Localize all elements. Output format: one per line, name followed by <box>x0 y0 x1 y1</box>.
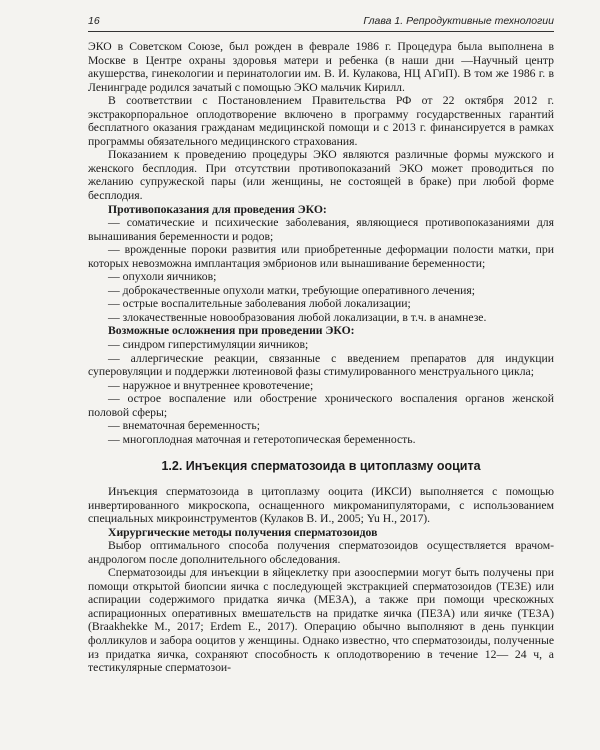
list-item: — синдром гиперстимуляции яичников; <box>108 338 309 352</box>
list-item: — наружное и внутреннее кровотечение; <box>108 378 314 392</box>
list-item: — острое воспаление или обострение хронического воспаления органов женской половой сферы; <box>88 392 554 419</box>
paragraph-icsi: Инъекция сперматозоида в цитоплазму ооцита (ИКСИ) выполняется с помощью инвертированного микроскопа, оснащенного микроманипуляторами, с использованием специальных микроинструментов (Кулаков В. И., 2005; Yu H., 2017). <box>88 484 554 526</box>
list-item: — доброкачественные опухоли матки, требующие оперативного лечения; <box>108 283 476 297</box>
list-item: — острые воспалительные заболевания любой локализации; <box>108 297 411 311</box>
paragraph-method-choice: Выбор оптимального способа получения сперматозоидов осуществляется врачом-андрологом после дополнительного обследования. <box>88 539 554 566</box>
paragraph-sperm-retrieval: Сперматозоиды для инъекции в яйцеклетку при азооспермии могут быть получены при помощи открытой биопсии яичка с последующей экстракцией сперматозоидов (ТЕЗЕ) или аспирации содержимого придатка яичка (МЕЗА), а также при помощи чрескожных аспирационных оперативных вмешательств на придатке яичка (ПЕЗА) или яичке (ТЕЗА) (Braakhekke M., 2017; Erdem E., 2017). Операцию обычно выполняют в день пункции фолликулов и забора ооцитов у женщины. Однако известно, что сперматозоиды, полученные из придатка яичка, сохраняют способность к оплодотворению в течение 12— 24 ч, а тестикулярные сперматозои- <box>88 566 554 675</box>
paragraph-government-decree: В соответствии с Постановлением Правительства РФ от 22 октября 2012 г. экстракорпоральное оплодотворение включено в программу государственных гарантий бесплатного оказания гражданам медицинской помощи и с 2013 г. финансируется в рамках программы обязательного медицинского страхования. <box>88 94 554 148</box>
list-item: — опухоли яичников; <box>108 270 217 284</box>
page-body <box>88 40 554 675</box>
header-rule <box>88 31 554 32</box>
list-item: — аллергические реакции, связанные с введением препаратов для индукции суперовуляции и поддержки лютеиновой фазы стимулированного менструального цикла; <box>88 351 554 379</box>
paragraph-eco-ussr: ЭКО в Советском Союзе, был рожден в феврале 1986 г. Процедура была выполнена в Москве в Центре охраны здоровья матери и ребенка (в наши дни —Научный центр акушерства, гинекологии и перинатологии им. В. И. Кулакова, НЦ АГиП). В том же 1986 г. в Ленинграде родился зачатый с помощью ЭКО мальчик Кирилл. <box>88 40 554 94</box>
list-item: — врожденные пороки развития или приобретенные деформации полости матки, при которых невозможна имплантация эмбрионов или вынашивание беременности; <box>88 243 554 270</box>
paragraph-indications: Показанием к проведению процедуры ЭКО являются различные формы мужского и женского бесплодия. При отсутствии противопоказаний ЭКО может проводиться по желанию супружеской пары (или женщины, не состоящей в браке) при любой форме бесплодия. <box>88 148 554 203</box>
list-item: — многоплодная маточная и гетеротопическая беременность. <box>108 432 416 446</box>
list-item: — внематочная беременность; <box>108 419 260 433</box>
surgical-methods-heading: Хирургические методы получения сперматозоидов <box>108 525 378 539</box>
list-item: — злокачественные новообразования любой локализации, в т.ч. в анамнезе. <box>108 310 487 324</box>
chapter-title: Глава 1. Репродуктивные технологии <box>363 15 554 27</box>
section-heading: 1.2. Инъекция сперматозоида в цитоплазму ооцита <box>161 459 481 474</box>
list-item: — соматические и психические заболевания, являющиеся противопоказаниями для вынашивания беременности и родов; <box>88 216 554 243</box>
page-number: 16 <box>88 15 100 27</box>
running-header <box>88 15 554 31</box>
contraindications-heading: Противопоказания для проведения ЭКО: <box>108 202 327 216</box>
complications-heading: Возможные осложнения при проведении ЭКО: <box>108 324 355 338</box>
